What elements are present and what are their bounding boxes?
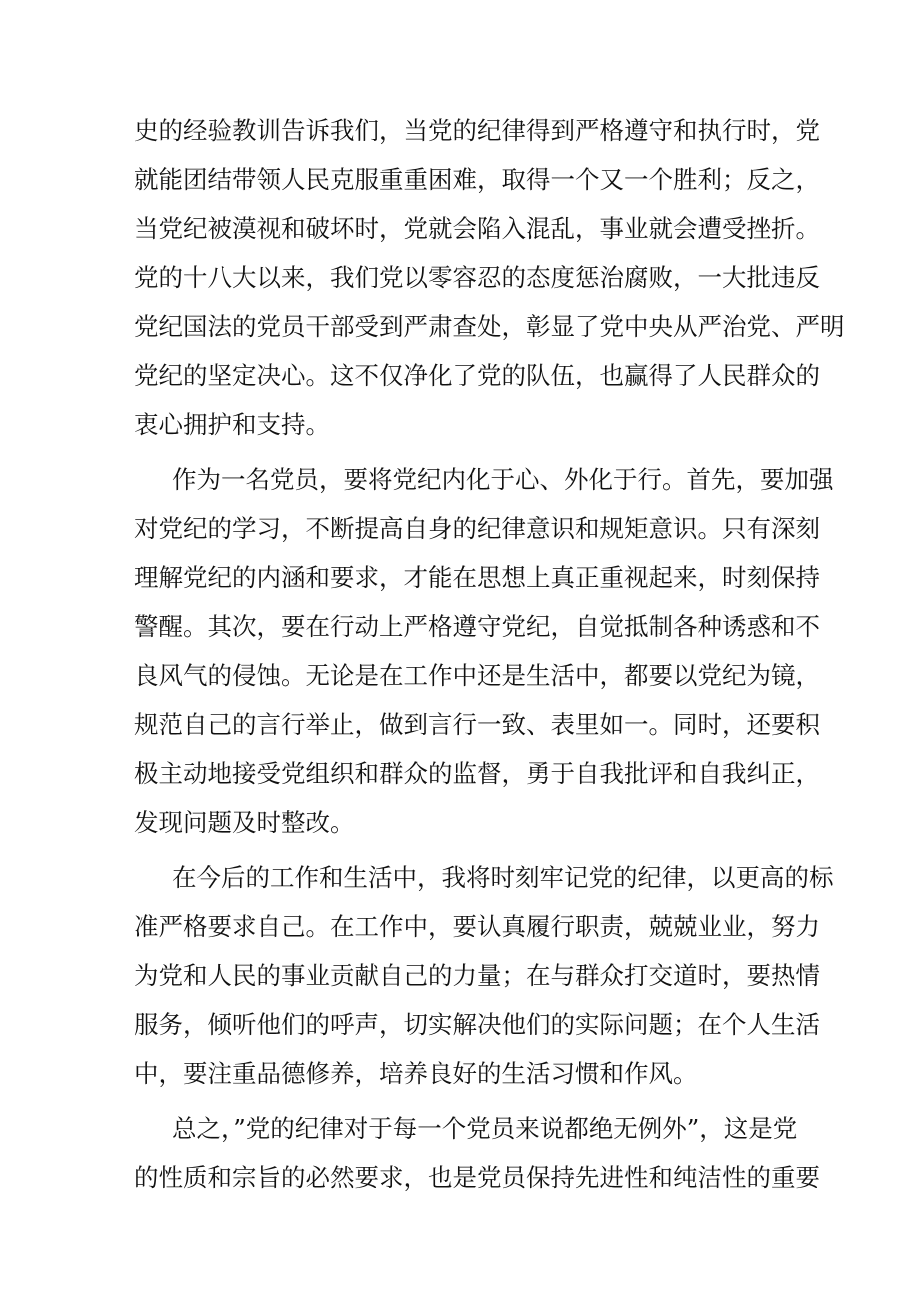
paragraph-1 — [134, 106, 845, 449]
text-line: 的性质和宗旨的必然要求，也是党员保持先进性和纯洁性的重要 — [134, 1163, 820, 1192]
text-line: 就能团结带领人民克服重重困难，取得一个又一个胜利；反之， — [134, 165, 820, 194]
text-line: 中，要注重品德修养，培养良好的生活习惯和作风。 — [134, 1059, 698, 1088]
text-line: 良风气的侵蚀。无论是在工作中还是生活中，都要以党纪为镜， — [134, 661, 820, 690]
text-line: 准严格要求自己。在工作中，要认真履行职责，兢兢业业，努力 — [134, 912, 820, 941]
text-line: 党纪的坚定决心。这不仅净化了党的队伍，也赢得了人民群众的 — [134, 361, 820, 390]
text-line: 在今后的工作和生活中，我将时刻牢记党的纪律，以更高的标 — [172, 863, 834, 892]
text-line: 极主动地接受党组织和群众的监督，勇于自我批评和自我纠正， — [134, 759, 820, 788]
text-line: 对党纪的学习，不断提高自身的纪律意识和规矩意识。只有深刻 — [134, 514, 820, 543]
text-line: 规范自己的言行举止，做到言行一致、表里如一。同时，还要积 — [134, 710, 820, 739]
paragraph-3 — [134, 853, 834, 1098]
text-line: 衷心拥护和支持。 — [134, 410, 330, 439]
text-line: 党纪国法的党员干部受到严肃查处，彰显了党中央从严治党、严明 — [134, 312, 845, 341]
text-line: 为党和人民的事业贡献自己的力量；在与群众打交道时，要热情 — [134, 961, 820, 990]
paragraph-4 — [134, 1104, 820, 1202]
text-line: 服务，倾听他们的呼声，切实解决他们的实际问题；在个人生活 — [134, 1010, 820, 1039]
text-line: 发现问题及时整改。 — [134, 808, 355, 837]
text-line: 史的经验教训告诉我们，当党的纪律得到严格遵守和执行时，党 — [134, 116, 820, 145]
text-line: 作为一名党员，要将党纪内化于心、外化于行。首先，要加强 — [172, 465, 834, 494]
text-line: 总之，”党的纪律对于每一个党员来说都绝无例外”，这是党 — [172, 1114, 798, 1143]
paragraph-2 — [134, 455, 834, 847]
text-line: 当党纪被漠视和破坏时，党就会陷入混乱，事业就会遭受挫折。 — [134, 214, 820, 243]
document-body — [134, 106, 845, 1202]
text-line: 党的十八大以来，我们党以零容忍的态度惩治腐败，一大批违反 — [134, 263, 820, 292]
text-line: 警醒。其次，要在行动上严格遵守党纪，自觉抵制各种诱惑和不 — [134, 612, 820, 641]
text-line: 理解党纪的内涵和要求，才能在思想上真正重视起来，时刻保持 — [134, 563, 820, 592]
